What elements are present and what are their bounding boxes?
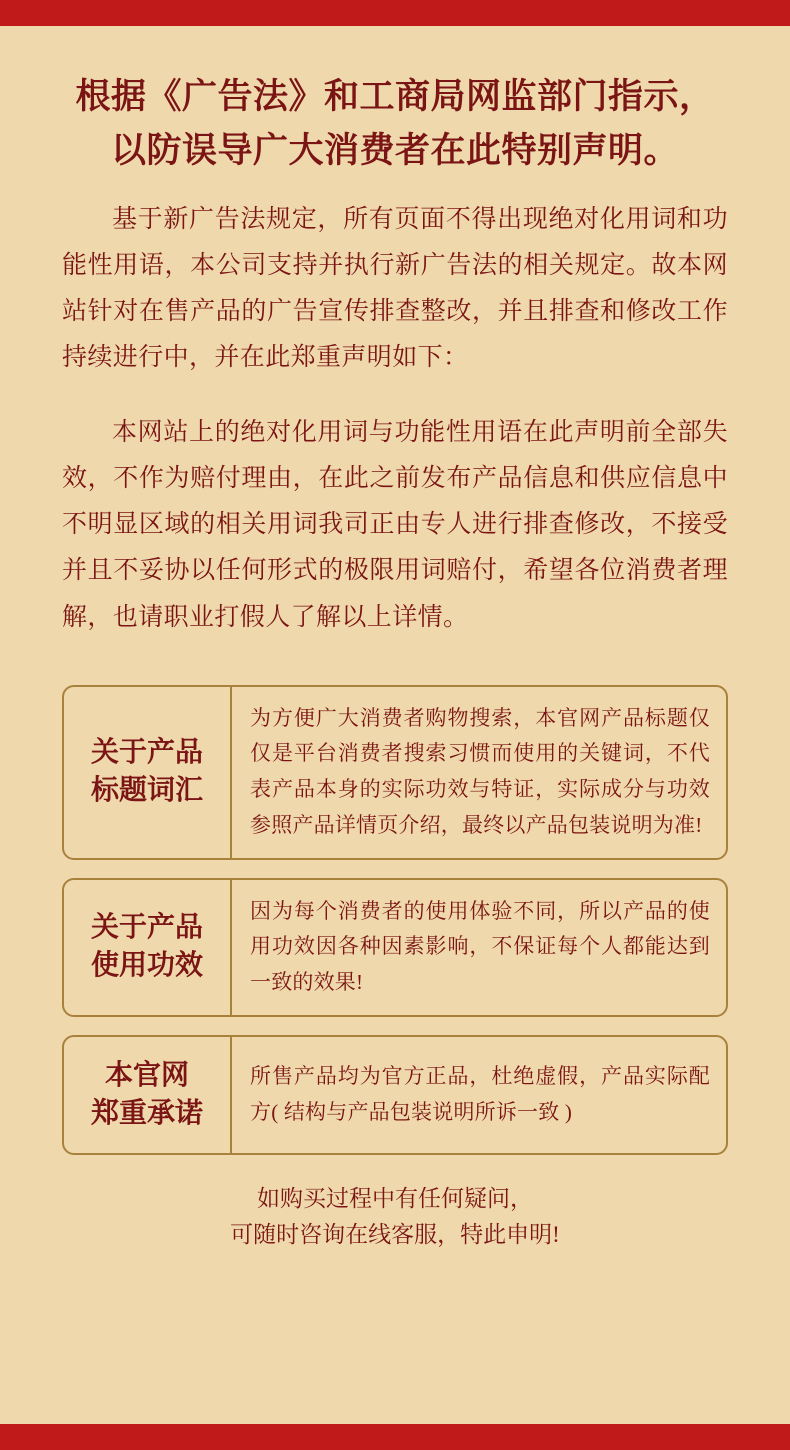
card-official-promise [62, 1035, 728, 1155]
page-title [62, 70, 728, 179]
card-title-line-2: 郑重承诺 [90, 1097, 203, 1129]
card-body: 为方便广大消费者购物搜索，本官网产品标题仅仅是平台消费者搜索习惯而使用的关键词，不代表产品本身的实际功效与特证，实际成分与功效参照产品详情页介绍，最终以产品包装说明为准! [250, 705, 710, 837]
card-title [64, 880, 232, 1015]
bottom-red-border [0, 1424, 790, 1450]
card-title [64, 1037, 232, 1153]
card-body: 因为每个消费者的使用体验不同，所以产品的使用功效因各种因素影响，不保证每个人都能达到一致的效果! [250, 898, 710, 994]
footer-note [62, 1181, 728, 1255]
statement-card-list [62, 685, 728, 1155]
card-product-effect [62, 878, 728, 1017]
statement-paragraph-2: 本网站上的绝对化用词与功能性用语在此声明前全部失效，不作为赔付理由，在此之前发布产品信息和供应信息中不明显区域的相关用词我司正由专人进行排查修改，不接受并且不妥协以任何形式的极限用词赔付，希望各位消费者理解，也请职业打假人了解以上详情。 [62, 418, 728, 631]
card-body: 所售产品均为官方正品，杜绝虚假，产品实际配方( 结构与产品包装说明所诉一致 ) [250, 1063, 710, 1124]
card-title-line-1: 关于产品 [90, 737, 203, 769]
footer-line-1: 如购买过程中有任何疑问， [257, 1185, 533, 1211]
top-red-border [0, 0, 790, 26]
card-title [64, 687, 232, 858]
card-title-line-1: 关于产品 [90, 912, 203, 944]
footer-line-2: 可随时咨询在线客服，特此申明! [230, 1222, 560, 1248]
card-title-line-2: 使用功效 [90, 950, 203, 982]
card-product-title-wording [62, 685, 728, 860]
card-title-line-2: 标题词汇 [90, 775, 203, 807]
statement-paragraph-1: 基于新广告法规定，所有页面不得出现绝对化用词和功能性用语，本公司支持并执行新广告法的相关规定。故本网站针对在售产品的广告宣传排查整改，并且排查和修改工作持续进行中，并在此郑重声明如下： [62, 205, 728, 372]
page-title-line-1: 根据《广告法》和工商局网监部门指示， [75, 77, 715, 116]
page-title-line-2: 以防误导广大消费者在此特别声明。 [110, 131, 679, 171]
statement-paper [0, 26, 790, 1424]
card-title-line-1: 本官网 [104, 1059, 189, 1091]
